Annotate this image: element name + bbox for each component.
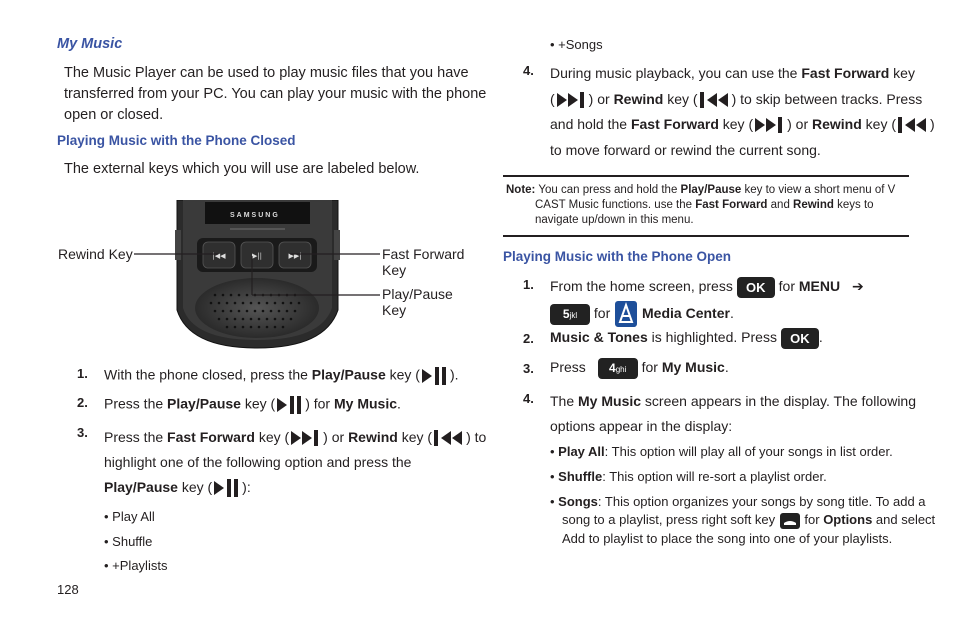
option-desc: and select <box>872 512 936 527</box>
step-text: key ( <box>240 395 276 412</box>
step-number: 3. <box>523 361 534 376</box>
intro-line-1: The Music Player can be used to play music files that you have <box>64 65 469 81</box>
step-text: key ( <box>385 366 420 383</box>
step-text: Press <box>550 359 590 376</box>
step-text: ) or <box>323 429 349 445</box>
step-text: for <box>774 278 799 294</box>
svg-text:▶||: ▶|| <box>251 252 263 260</box>
page-number: 128 <box>57 582 79 597</box>
list-item: • Play All: This option will play all of your songs in list order. <box>550 444 893 459</box>
step-number: 1. <box>523 277 534 292</box>
ok-key-icon: OK <box>781 328 819 349</box>
step-text: key ( <box>254 429 290 445</box>
key-letters: jkl <box>569 310 578 320</box>
key-4-icon <box>598 358 638 379</box>
key-5-icon <box>550 304 590 325</box>
step-menu-name: My Music <box>661 359 725 376</box>
intro-line-3: open or closed. <box>64 107 164 123</box>
bullet-text: Play All <box>112 509 155 524</box>
section-title-my-music: My Music <box>57 36 123 52</box>
fast-forward-icon <box>555 90 589 110</box>
note-text: navigate up/down in this menu. <box>535 214 694 226</box>
note-text: CAST Music functions. use the <box>535 199 696 211</box>
step-text: . <box>397 395 401 412</box>
right-soft-key-icon <box>779 512 801 530</box>
bullet-text: +Playlists <box>112 558 168 573</box>
note-key-name: Play/Pause <box>680 184 742 196</box>
display-options-list <box>550 443 936 548</box>
step-text: options appear in the display: <box>550 418 733 434</box>
key-letters: ghi <box>615 365 627 374</box>
list-item: • Play All <box>104 509 155 524</box>
callout-fast-forward-line-1: Fast Forward <box>382 246 465 262</box>
step-number: 4. <box>523 63 534 78</box>
arrow-icon: ➔ <box>852 278 864 294</box>
step-menu-name: Music & Tones <box>550 329 648 346</box>
step-key-name: Rewind <box>812 116 862 132</box>
play-pause-icon <box>212 478 242 498</box>
options-bullet-list <box>104 505 167 579</box>
step-text: and hold the <box>550 116 631 132</box>
rewind-icon <box>432 428 466 448</box>
step-text: . <box>818 329 823 346</box>
option-desc: : This option organizes your songs by song title. To add a <box>597 494 926 509</box>
step-key-name: Fast Forward <box>801 65 890 81</box>
step-text: From the home screen, press <box>550 278 737 294</box>
note-key-name: Fast Forward <box>695 199 768 211</box>
step-text: for <box>590 305 615 321</box>
step-text: ). <box>449 366 459 383</box>
note-key-name: Rewind <box>793 199 834 211</box>
option-desc: Add to playlist to place the song into one of your playlists. <box>562 530 893 546</box>
step-key-name: Play/Pause <box>167 395 241 412</box>
step-text: . <box>729 305 734 321</box>
option-name: Shuffle <box>558 469 603 484</box>
note-top-rule <box>503 175 909 177</box>
step-text: ) or <box>787 116 812 132</box>
play-pause-icon <box>420 366 450 386</box>
note-label: Note: <box>506 184 536 196</box>
step-text: Press the <box>104 395 168 412</box>
bullet-text: Shuffle <box>112 533 153 549</box>
step-key-name: Fast Forward <box>630 116 719 132</box>
step-key-name: Play/Pause <box>104 479 178 495</box>
step-key-name: Play/Pause <box>311 366 386 383</box>
step-text: ) or <box>588 90 614 107</box>
intro-line-2: transferred from your PC. You can play your music with the phone <box>64 86 487 102</box>
step-text: is highlighted. Press <box>647 329 781 346</box>
bullet-text: +Songs <box>558 37 603 52</box>
step-number: 4. <box>523 391 534 406</box>
external-keys-text: The external keys which you will use are labeled below. <box>64 161 420 177</box>
media-center-icon <box>614 300 638 328</box>
list-item: • +Playlists <box>104 558 168 573</box>
step-text: ( <box>550 90 555 107</box>
fast-forward-icon <box>753 115 787 135</box>
option-desc: : This option will play all of your songs in list order. <box>604 444 893 459</box>
callout-rewind: Rewind Key <box>58 246 133 262</box>
step-text: for <box>637 359 662 376</box>
callout-play-pause-line-2: Key <box>382 302 407 318</box>
callout-fast-forward-line-2: Key <box>382 262 407 278</box>
option-desc: song to a playlist, press right soft key <box>562 512 779 527</box>
step-menu-name: My Music <box>333 395 397 412</box>
step-text: key ( <box>718 116 754 132</box>
key-digit: 5 <box>562 306 570 321</box>
option-name: Options <box>823 512 873 527</box>
key-digit: 4 <box>609 361 616 375</box>
step-text: . <box>724 359 729 376</box>
option-name: Play All <box>558 444 605 459</box>
intro-paragraph <box>64 63 486 126</box>
step-text: ) to <box>466 429 487 445</box>
step-text: to move forward or rewind the current song. <box>550 141 821 158</box>
step-menu-name: Media Center <box>642 305 730 321</box>
step-menu-name: My Music <box>578 393 642 409</box>
step-key-name: Rewind <box>613 90 664 107</box>
callout-fast-forward <box>382 246 464 278</box>
option-desc: : This option will re-sort a playlist order. <box>602 469 827 484</box>
step-text: With the phone closed, press the <box>104 366 312 383</box>
step-number: 3. <box>77 425 88 440</box>
step-number: 2. <box>523 331 534 346</box>
step-text: key ( <box>861 116 897 132</box>
note-text: and <box>767 199 794 211</box>
play-pause-icon <box>275 395 305 415</box>
step-key-name: Fast Forward <box>167 429 255 445</box>
step-text: Press the <box>104 429 168 445</box>
callout-play-pause <box>382 286 453 318</box>
list-item: • Shuffle: This option will re-sort a playlist order. <box>550 469 827 484</box>
step-text: key ( <box>177 479 213 495</box>
note-box <box>506 183 906 228</box>
rewind-icon <box>896 115 930 135</box>
callout-play-pause-line-1: Play/Pause <box>382 286 453 302</box>
heading-phone-open: Playing Music with the Phone Open <box>503 249 732 264</box>
note-text: key to view a short menu of V <box>741 184 896 196</box>
step-text: key <box>889 65 915 81</box>
step-key-name: Rewind <box>348 429 398 445</box>
svg-text:|◀◀: |◀◀ <box>212 252 226 260</box>
note-text: You can press and hold the <box>535 184 681 196</box>
step-text: ) to skip between tracks. Press <box>731 90 923 107</box>
list-item: • Shuffle <box>104 533 153 549</box>
step-text: screen appears in the display. The following <box>641 393 917 409</box>
rewind-icon <box>698 90 732 110</box>
step-text: highlight one of the following option and press the <box>104 454 412 470</box>
step-text: ) <box>930 116 935 132</box>
option-name: Songs <box>558 494 598 509</box>
step-text: key ( <box>397 429 433 445</box>
step-number: 1. <box>77 366 88 381</box>
list-item: • Songs: This option organizes your songs by song title. To add a song to a playlist, press right soft key for Options and select Add to playlist to place the song into one of your playlists. <box>550 494 936 546</box>
step-text: The <box>550 393 579 409</box>
note-bottom-rule <box>503 235 909 237</box>
step-number: 2. <box>77 395 88 410</box>
heading-phone-closed: Playing Music with the Phone Closed <box>57 133 296 148</box>
step-text: During music playback, you can use the <box>550 65 802 81</box>
step-menu-name: MENU <box>798 278 841 294</box>
phone-brand-logo: SAMSUNG <box>230 212 280 219</box>
note-text: keys to <box>833 199 874 211</box>
ok-key-icon: OK <box>737 277 775 298</box>
list-item: • +Songs <box>550 37 603 52</box>
callout-lines <box>130 240 390 300</box>
option-desc: for <box>800 512 824 527</box>
step-text: ): <box>242 479 251 495</box>
step-text: key ( <box>663 90 698 107</box>
fast-forward-icon <box>289 428 323 448</box>
svg-text:▶▶|: ▶▶| <box>288 252 302 260</box>
step-text: ) for <box>305 395 334 412</box>
